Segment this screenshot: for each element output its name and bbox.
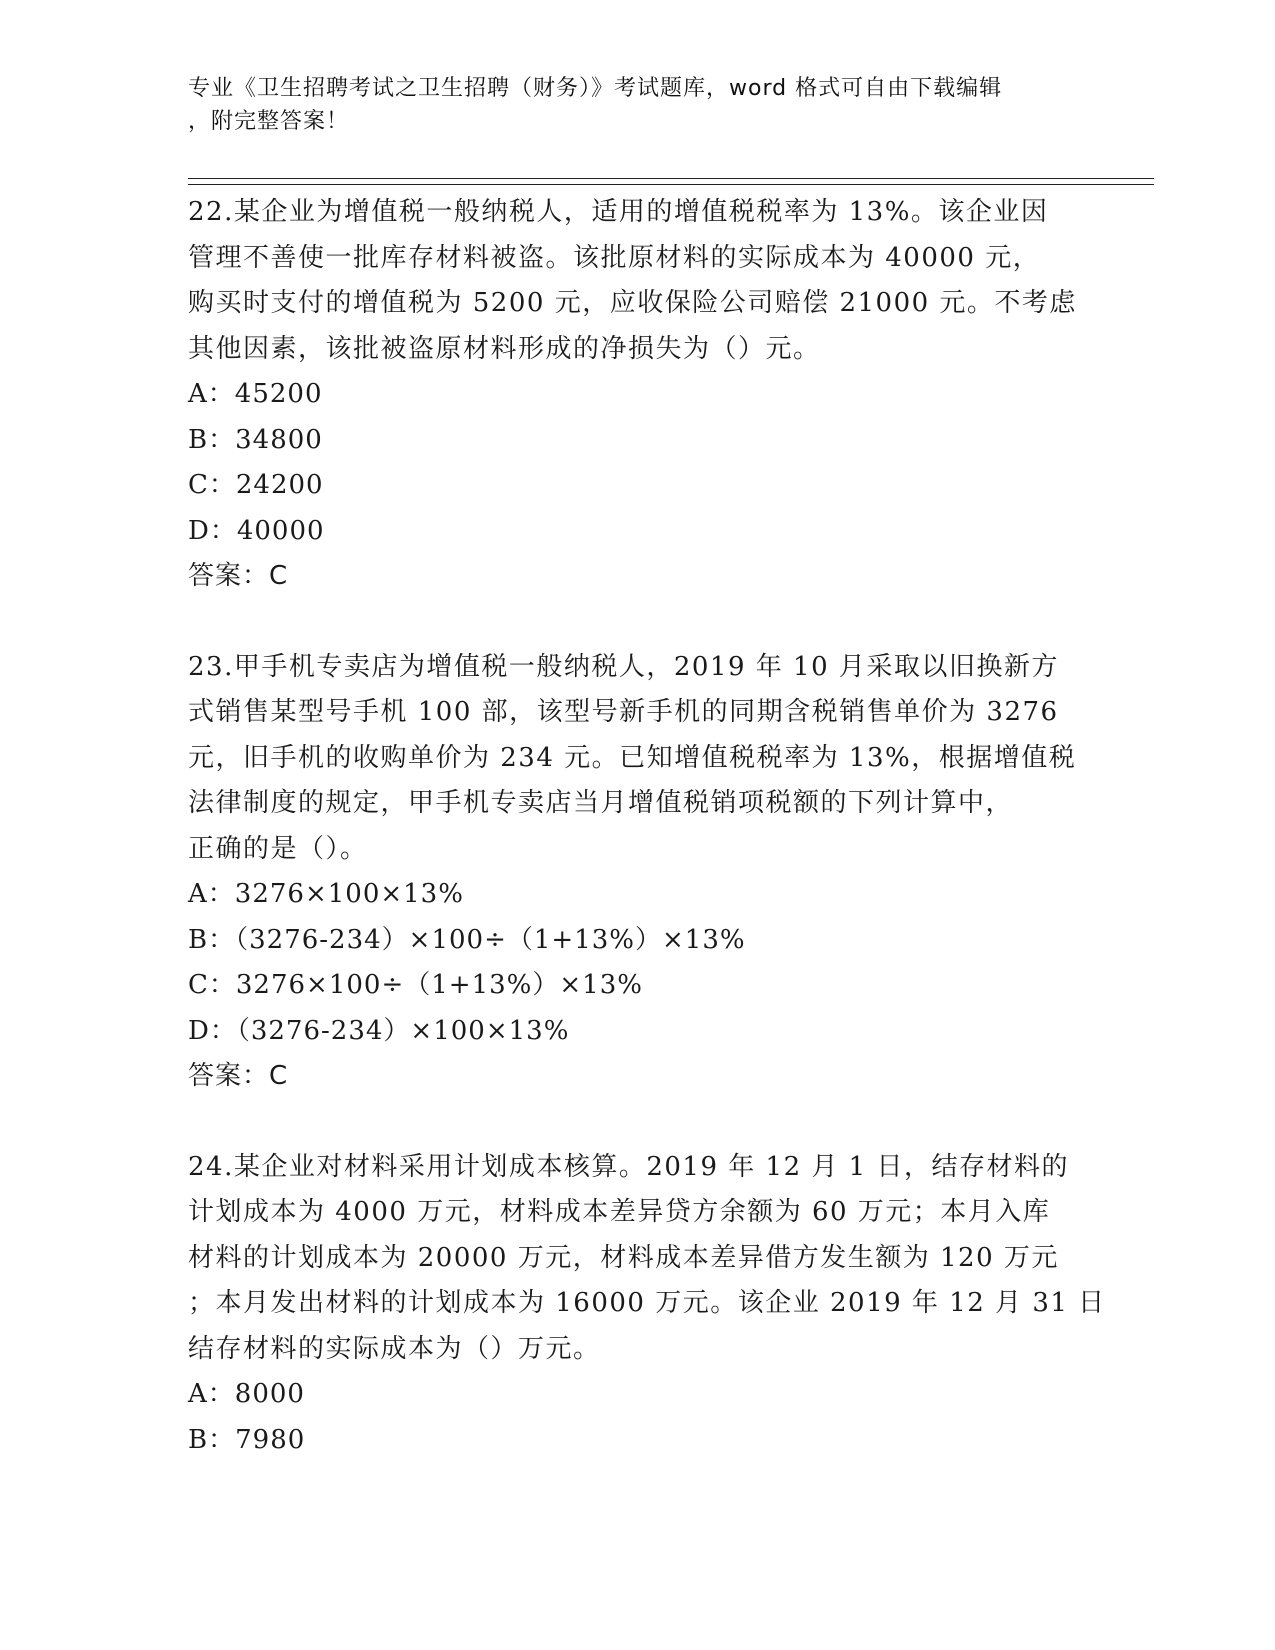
stem-line: 22.某企业为增值税一般纳税人，适用的增值税税率为 13%。该企业因 [188,197,1049,227]
question-stem [188,190,1088,372]
stem-line: 购买时支付的增值税为 5200 元，应收保险公司赔偿 21000 元。不考虑 [188,288,1077,318]
stem-line: 23.甲手机专卖店为增值税一般纳税人，2019 年 10 月采取以旧换新方 [188,651,1059,682]
document-header [188,72,1068,138]
stem-line: 式销售某型号手机 100 部，该型号新手机的同期含税销售单价为 3276 [188,697,1059,727]
answer-label: 答案：C [188,1061,289,1091]
option-a: A：3276×100×13% [188,879,464,909]
option-b: B：7980 [188,1424,306,1455]
stem-line: ；本月发出材料的计划成本为 16000 万元。该企业 2019 年 12 月 31 日 [188,1288,1106,1318]
stem-line: 管理不善使一批库存材料被盗。该批原材料的实际成本为 40000 元， [188,242,1041,273]
option-c: C：24200 [188,470,324,500]
option-b: B：34800 [188,424,323,455]
question-23 [188,645,1088,1100]
question-stem [188,1145,1106,1373]
header-line-1: 专业《卫生招聘考试之卫生招聘（财务）》考试题库，word 格式可自由下载编辑 [188,76,1003,101]
stem-line: 结存材料的实际成本为（）万元。 [188,1333,601,1364]
stem-line: 正确的是（）。 [188,833,368,864]
header-divider-bottom [188,184,1154,185]
question-spacer [188,1100,1088,1145]
stem-line: 材料的计划成本为 20000 万元，材料成本差异借方发生额为 120 万元 [188,1242,1059,1273]
question-22 [188,190,1088,600]
stem-line: 元，旧手机的收购单价为 234 元。已知增值税税率为 13%，根据增值税 [188,742,1077,773]
question-spacer [188,600,1088,645]
question-stem [188,645,1088,873]
question-24 [188,1145,1106,1464]
stem-line: 计划成本为 4000 万元，材料成本差异贷方余额为 60 万元；本月入库 [188,1197,1051,1227]
option-d: D：40000 [188,515,325,546]
question-list [188,190,1106,1463]
option-a: A：8000 [188,1379,305,1409]
option-a: A：45200 [188,379,323,409]
answer-label: 答案：C [188,561,289,591]
option-b: B：（3276-234）×100÷（1+13%）×13% [188,924,746,955]
option-c: C：3276×100÷（1+13%）×13% [188,970,643,1000]
stem-line: 24.某企业对材料采用计划成本核算。2019 年 12 月 1 日，结存材料的 [188,1151,1069,1182]
stem-line: 其他因素，该批被盗原材料形成的净损失为（）元。 [188,333,821,364]
option-d: D：（3276-234）×100×13% [188,1015,570,1046]
stem-line: 法律制度的规定，甲手机专卖店当月增值税销项税额的下列计算中， [188,788,1014,818]
header-divider-top [188,178,1154,179]
header-line-2: ，附完整答案！ [188,109,350,134]
